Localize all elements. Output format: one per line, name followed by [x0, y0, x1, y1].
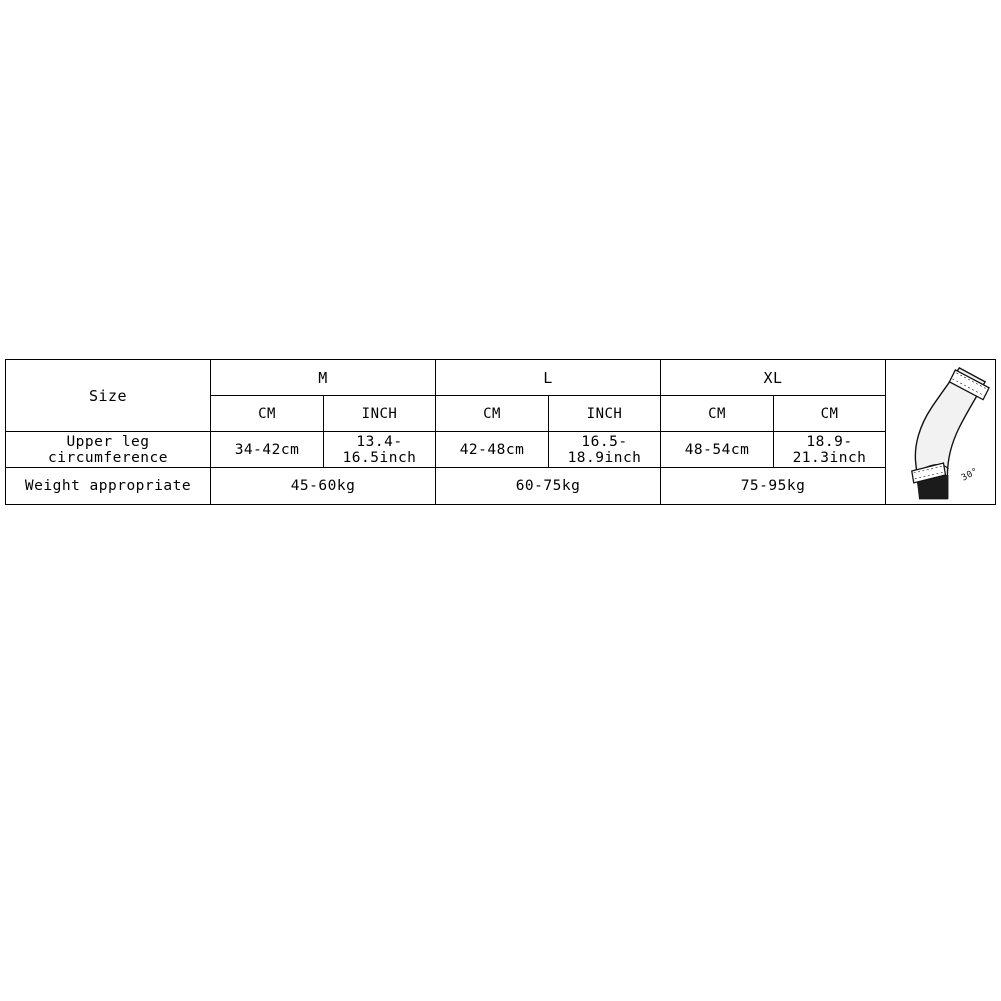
cell-m-cm: 34-42cm	[211, 432, 324, 468]
illustration-cell	[886, 360, 996, 505]
cell-weight-l: 60-75kg	[436, 468, 661, 504]
header-l-inch: INCH	[549, 396, 661, 432]
table-row-size-headers	[6, 360, 996, 396]
header-xl-cm: CM	[661, 396, 774, 432]
size-chart-table	[5, 359, 996, 505]
svg-text:30°: 30°	[960, 466, 981, 484]
header-group-l: L	[436, 360, 661, 396]
cell-weight-m: 45-60kg	[211, 468, 436, 504]
table-row-weight-appropriate	[6, 468, 996, 504]
header-group-xl: XL	[661, 360, 886, 396]
row-label-upper-leg-circumference: Upper leg circumference	[6, 432, 211, 468]
cell-weight-xl: 75-95kg	[661, 468, 886, 504]
cell-m-inch: 13.4-16.5inch	[324, 432, 436, 468]
header-l-cm: CM	[436, 396, 549, 432]
cell-xl-cm: 48-54cm	[661, 432, 774, 468]
header-xl-inch: CM	[774, 396, 886, 432]
cell-l-cm: 42-48cm	[436, 432, 549, 468]
header-size: Size	[6, 360, 211, 432]
cell-l-inch: 16.5-18.9inch	[549, 432, 661, 468]
cell-xl-inch: 18.9-21.3inch	[774, 432, 886, 468]
header-m-cm: CM	[211, 396, 324, 432]
header-group-m: M	[211, 360, 436, 396]
row-label-weight-appropriate: Weight appropriate	[6, 468, 211, 504]
leg-measure-diagram-icon	[886, 360, 995, 504]
table-row-upper-leg-circumference	[6, 432, 996, 468]
header-m-inch: INCH	[324, 396, 436, 432]
